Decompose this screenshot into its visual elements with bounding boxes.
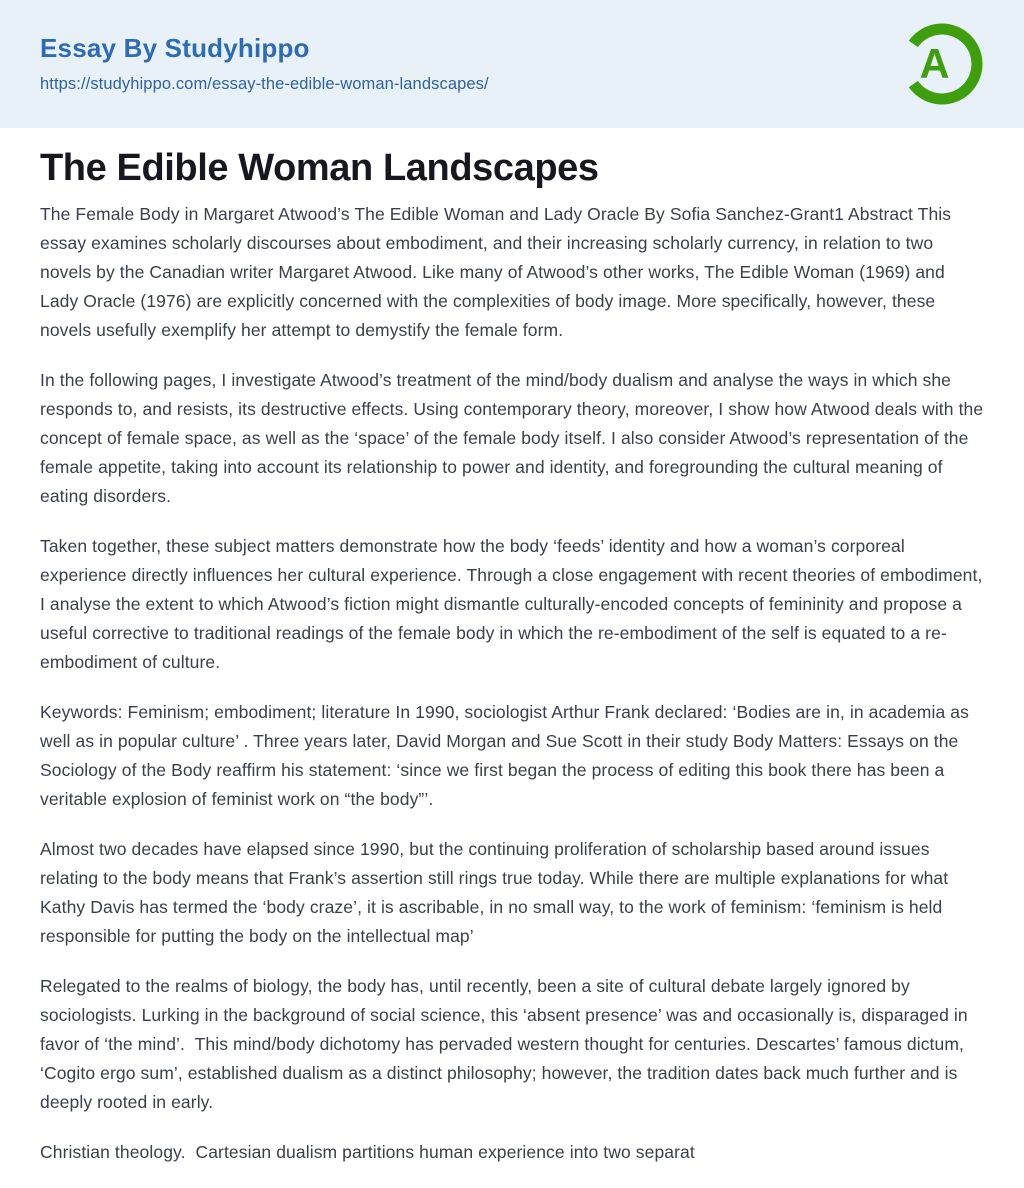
- essay-content: [0, 128, 1024, 1167]
- essay-paragraph-7: Christian theology. Cartesian dualism partitions human experience into two separat: [40, 1141, 695, 1162]
- site-title: Essay By Studyhippo: [40, 32, 310, 63]
- essay-paragraph-6: Relegated to the realms of biology, the body has, until recently, been a site of cultural debate largely ignored by sociologists. Lurking in the background of social science, this ‘absent presence’ was and occasionally is, disparaged in favor of ‘the mind’. This mind/body dichotomy has pervaded western thought for centuries. Descartes’ famous dictum, ‘Cogito ergo sum’, established dualism as a distinct philosophy; however, the tradition dates back much further and is deeply rooted in early.: [40, 975, 973, 1112]
- essay-paragraph-2: In the following pages, I investigate Atwood’s treatment of the mind/body dualism and analyse the ways in which she responds to, and resists, its destructive effects. Using contemporary theory, moreover, I show how Atwood deals with the concept of female space, as well as the ‘space’ of the female body itself. I also consider Atwood’s representation of the female appetite, taking into account its relationship to power and identity, and foregrounding the cultural meaning of eating disorders.: [40, 369, 989, 506]
- essay-paragraph-1: The Female Body in Margaret Atwood’s The Edible Woman and Lady Oracle By Sofia Sanchez-Grant1 Abstract This essay examines scholarly discourses about embodiment, and their increasing scholarly currency, in relation to two novels by the Canadian writer Margaret Atwood. Like many of Atwood’s other works, The Edible Woman (1969) and Lady Oracle (1976) are explicitly concerned with the complexities of body image. More specifically, however, these novels usefully exemplify her attempt to demystify the female form.: [40, 203, 957, 340]
- logo-letter: A: [919, 40, 950, 87]
- essay-paragraph-5: Almost two decades have elapsed since 1990, but the continuing proliferation of scholarship based around issues relating to the body means that Frank’s assertion still rings true today. While there are multiple explanations for what Kathy Davis has termed the ‘body craze’, it is ascribable, in no small way, to the work of feminism: ‘feminism is held responsible for putting the body on the intellectual map’: [40, 838, 954, 946]
- essay-title: The Edible Woman Landscapes: [40, 147, 599, 189]
- essay-paragraph-4: Keywords: Feminism; embodiment; literature In 1990, sociologist Arthur Frank declared: ‘Bodies are in, in academia as well as in popular culture’ . Three years later, David Morgan and Sue Scott in their study Body Matters: Essays on the Sociology of the Body reaffirm his statement: ‘since we first began the process of editing this book there has been a veritable explosion of feminist work on “the body”’.: [40, 701, 974, 809]
- studyhippo-logo-icon: [896, 16, 988, 112]
- page-url-link[interactable]: https://studyhippo.com/essay-the-edible-woman-landscapes/: [40, 75, 489, 94]
- page-header: [0, 0, 1024, 128]
- essay-paragraph-3: Taken together, these subject matters demonstrate how the body ‘feeds’ identity and how a woman’s corporeal experience directly influences her cultural experience. Through a close engagement with recent theories of embodiment, I analyse the extent to which Atwood’s fiction might dismantle culturally-encoded concepts of femininity and propose a useful corrective to traditional readings of the female body in which the re-embodiment of the self is equated to a re-embodiment of culture.: [40, 535, 988, 672]
- header-text-block: [40, 34, 489, 95]
